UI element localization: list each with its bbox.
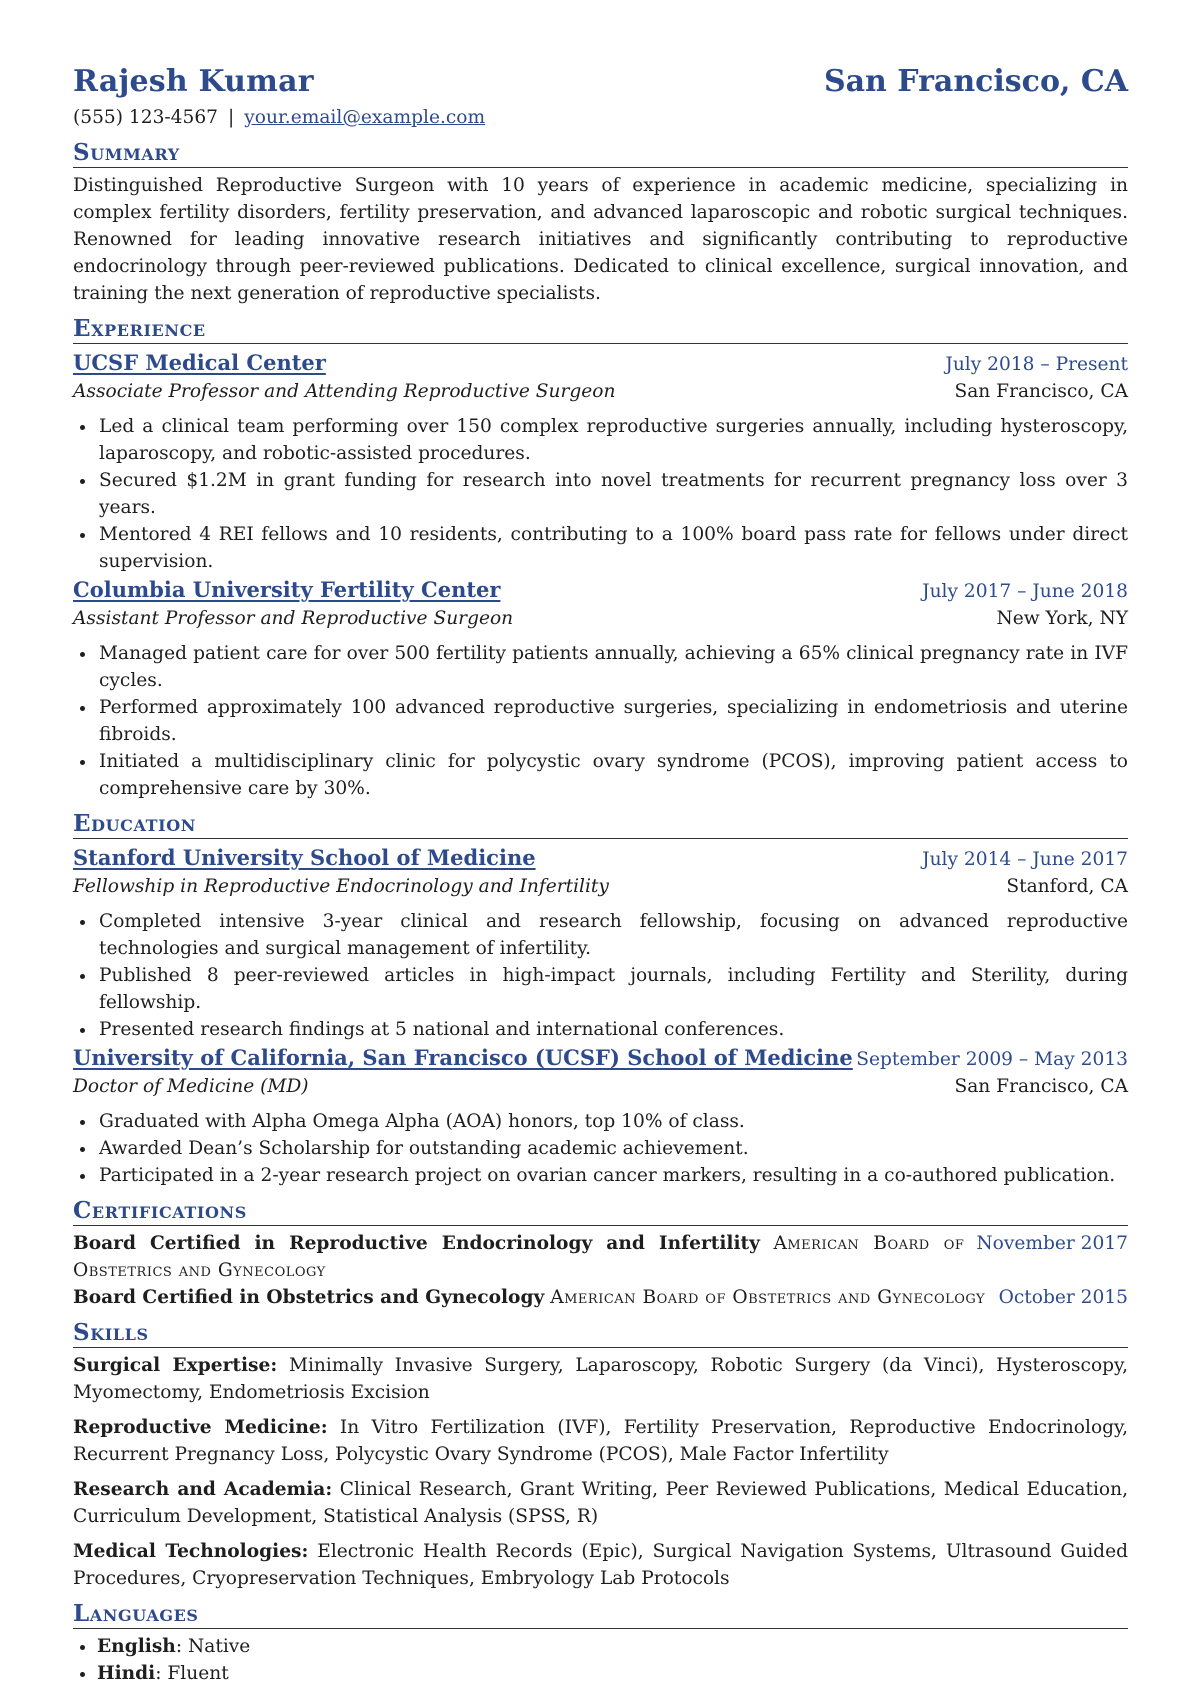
contact-separator: | (228, 107, 235, 128)
bullet-list (73, 1108, 1128, 1189)
skill-category: Research and Academia: (73, 1479, 333, 1500)
resume-header (73, 62, 1128, 102)
bullet-item: • Led a clinical team performing over 150 complex reproductive surgeries annually, including hysteroscopy, laparoscopy, and robotic-assisted procedures. (97, 413, 1128, 467)
skill-group (73, 1538, 1128, 1592)
certification-entry (73, 1230, 1128, 1284)
language-name: Hindi (97, 1663, 156, 1684)
section-title-summary: Summary (73, 139, 1128, 168)
certification-issuer: American Board of Obstetrics and Gynecology (550, 1287, 986, 1308)
certification-date: November 2017 (976, 1233, 1128, 1254)
institution-link[interactable]: University of California, San Francisco (UCSF) School of Medicine (73, 1045, 853, 1070)
entry-role: Associate Professor and Attending Reproductive Surgeon (73, 381, 616, 402)
contact-line (73, 104, 1128, 131)
entry-dates: September 2009 – May 2013 (856, 1049, 1128, 1070)
entry-location: Stanford, CA (1006, 876, 1128, 897)
section-title-languages: Languages (73, 1600, 1128, 1629)
language-item (97, 1633, 1128, 1660)
language-level: : Native (175, 1636, 251, 1657)
entry-degree: Fellowship in Reproductive Endocrinology and Infertility (73, 876, 609, 897)
entry-location: New York, NY (996, 608, 1128, 629)
language-level: : Fluent (155, 1663, 229, 1684)
skill-category: Medical Technologies: (73, 1541, 309, 1562)
section-title-skills: Skills (73, 1319, 1128, 1348)
experience-entry (73, 575, 1128, 802)
bullet-item: • Awarded Dean’s Scholarship for outstanding academic achievement. (97, 1135, 1128, 1162)
bullet-item: • Initiated a multidisciplinary clinic for polycystic ovary syndrome (PCOS), improving patient access to comprehensive care by 30%. (97, 748, 1128, 802)
certification-title: Board Certified in Reproductive Endocrinology and Infertility (73, 1233, 760, 1254)
bullet-item: • Managed patient care for over 500 fertility patients annually, achieving a 65% clinical pregnancy rate in IVF cycles. (97, 640, 1128, 694)
entry-location: San Francisco, CA (954, 1076, 1128, 1097)
bullet-list (73, 640, 1128, 802)
organization-link[interactable]: UCSF Medical Center (73, 350, 326, 375)
bullet-item: • Published 8 peer-reviewed articles in high-impact journals, including Fertility and Sterility, during fellowship. (97, 962, 1128, 1016)
email-link[interactable]: your.email@example.com (244, 107, 486, 128)
entry-dates: July 2018 – Present (945, 354, 1128, 375)
bullet-item: • Completed intensive 3-year clinical and research fellowship, focusing on advanced reproductive technologies and surgical management of infertility. (97, 908, 1128, 962)
certification-date: October 2015 (998, 1287, 1128, 1308)
bullet-list (73, 413, 1128, 575)
bullet-item: • Participated in a 2-year research project on ovarian cancer markers, resulting in a co-authored publication. (97, 1162, 1128, 1189)
entry-dates: July 2014 – June 2017 (922, 849, 1128, 870)
skill-category: Reproductive Medicine: (73, 1417, 328, 1438)
skill-list: Minimally Invasive Surgery, Laparoscopy, Robotic Surgery (da Vinci), Hysteroscopy, Myomectomy, Endometriosis Excision (73, 1355, 1128, 1403)
section-title-certifications: Certifications (73, 1197, 1128, 1226)
candidate-name: Rajesh Kumar (73, 64, 314, 99)
skill-list: In Vitro Fertilization (IVF), Fertility Preservation, Reproductive Endocrinology, Recurrent Pregnancy Loss, Polycystic Ovary Syndrome (PCOS), Male Factor Infertility (73, 1417, 1128, 1465)
skill-group (73, 1414, 1128, 1468)
institution-link[interactable]: Stanford University School of Medicine (73, 845, 536, 870)
skill-group (73, 1352, 1128, 1406)
bullet-item: • Mentored 4 REI fellows and 10 residents, contributing to a 100% board pass rate for fellows under direct supervision. (97, 521, 1128, 575)
bullet-list (73, 908, 1128, 1043)
bullet-item: • Secured $1.2M in grant funding for research into novel treatments for recurrent pregnancy loss over 3 years. (97, 467, 1128, 521)
certification-title: Board Certified in Obstetrics and Gynecology (73, 1287, 545, 1308)
education-entry (73, 843, 1128, 1043)
candidate-location: San Francisco, CA (823, 64, 1128, 99)
skill-category: Surgical Expertise: (73, 1355, 278, 1376)
language-list (73, 1633, 1128, 1687)
entry-role: Assistant Professor and Reproductive Surgeon (73, 608, 514, 629)
organization-link[interactable]: Columbia University Fertility Center (73, 577, 501, 602)
entry-location: San Francisco, CA (954, 381, 1128, 402)
experience-entry (73, 348, 1128, 575)
bullet-item: • Graduated with Alpha Omega Alpha (AOA) honors, top 10% of class. (97, 1108, 1128, 1135)
skill-list: Electronic Health Records (Epic), Surgical Navigation Systems, Ultrasound Guided Procedures, Cryopreservation Techniques, Embryology Lab Protocols (73, 1541, 1128, 1589)
language-name: English (97, 1636, 176, 1657)
skill-list: Clinical Research, Grant Writing, Peer Reviewed Publications, Medical Education, Curriculum Development, Statistical Analysis (SPSS, R) (73, 1479, 1128, 1527)
section-title-education: Education (73, 810, 1128, 839)
summary-text: Distinguished Reproductive Surgeon with 10 years of experience in academic medicine, specializing in complex fertility disorders, fertility preservation, and advanced laparoscopic and robotic surgical techniques. Renowned for leading innovative research initiatives and significantly contributing to reproductive endocrinology through peer-reviewed publications. Dedicated to clinical excellence, surgical innovation, and training the next generation of reproductive specialists. (73, 175, 1128, 304)
certification-entry (73, 1284, 1128, 1311)
entry-degree: Doctor of Medicine (MD) (73, 1076, 309, 1097)
certification-issuer: American Board of Obstetrics and Gynecology (73, 1233, 965, 1281)
phone-number: (555) 123-4567 (73, 107, 219, 128)
section-title-experience: Experience (73, 315, 1128, 344)
entry-dates: July 2017 – June 2018 (922, 581, 1128, 602)
bullet-item: • Presented research findings at 5 national and international conferences. (97, 1016, 1128, 1043)
education-entry (73, 1043, 1128, 1189)
skill-group (73, 1476, 1128, 1530)
bullet-item: • Performed approximately 100 advanced reproductive surgeries, specializing in endometriosis and uterine fibroids. (97, 694, 1128, 748)
